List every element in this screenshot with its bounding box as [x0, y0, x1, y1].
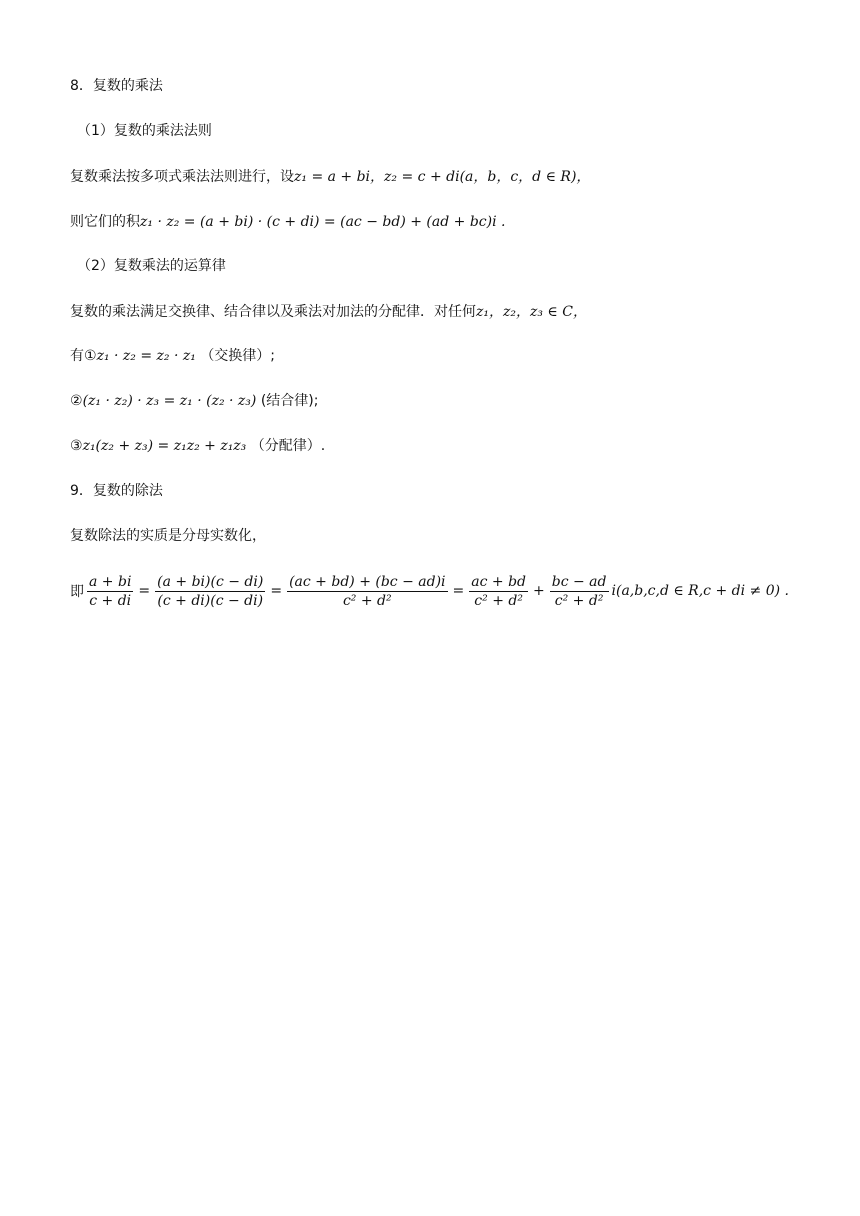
- product-formula-paragraph: [70, 212, 505, 232]
- rule-math: z₁ = a + bi，z₂ = c + di(a，b，c，d ∈ R)，: [294, 169, 591, 185]
- law2-math: (z₁ · z₂) · z₃ = z₁ · (z₂ · z₃): [82, 393, 257, 409]
- fraction-1-denominator: c + di: [89, 592, 132, 609]
- fraction-1-numerator: a + bi: [89, 573, 132, 590]
- fraction-4-numerator: ac + bd: [471, 573, 527, 590]
- division-essence-paragraph: 复数除法的实质是分母实数化，: [70, 528, 266, 544]
- division-formula: [70, 566, 789, 616]
- plus-sign: +: [533, 583, 545, 599]
- equals-sign: =: [452, 583, 465, 599]
- equals-sign: =: [270, 583, 283, 599]
- fraction-5-denominator: c² + d²: [554, 592, 604, 609]
- law1-prefix: 有①: [70, 348, 97, 364]
- rule-text: 复数乘法按多项式乘法法则进行，设: [70, 169, 294, 185]
- fraction-4-denominator: c² + d²: [474, 592, 523, 609]
- associative-law: [70, 391, 318, 411]
- equals-sign: =: [138, 583, 151, 599]
- law1-name: （交换律）;: [200, 348, 276, 364]
- laws-math: z₁，z₂，z₃ ∈ C，: [476, 304, 587, 320]
- law3-prefix: ③: [70, 438, 83, 454]
- section-8-heading: 8．复数的乘法: [70, 78, 163, 94]
- fraction-1: [87, 574, 133, 609]
- fraction-3: [287, 574, 447, 609]
- commutative-law: [70, 346, 275, 366]
- laws-text: 复数的乘法满足交换律、结合律以及乘法对加法的分配律．对任何: [70, 304, 476, 320]
- fraction-2: [155, 574, 265, 609]
- law2-name: (结合律);: [260, 393, 319, 409]
- subheading-multiplication-laws: （2）复数乘法的运算律: [77, 258, 226, 274]
- law3-math: z₁(z₂ + z₃) = z₁z₂ + z₁z₃: [82, 438, 247, 454]
- product-text: 则它们的积: [70, 214, 140, 230]
- distributive-law: [70, 436, 325, 456]
- law1-math: z₁ · z₂ = z₂ · z₁: [96, 348, 196, 364]
- multiplication-rule-paragraph: [70, 167, 590, 187]
- fraction-3-denominator: c² + d²: [342, 592, 392, 609]
- laws-paragraph: [70, 302, 587, 322]
- fraction-5: [550, 574, 609, 609]
- product-math: z₁ · z₂ = (a + bi) · (c + di) = (ac − bd) + (ad + bc)i .: [140, 214, 506, 230]
- subheading-multiplication-rule: （1）复数的乘法法则: [77, 123, 212, 139]
- section-9-heading: 9．复数的除法: [70, 483, 163, 499]
- fraction-2-denominator: (c + di)(c − di): [157, 592, 264, 609]
- formula-condition: i(a,b,c,d ∈ R,c + di ≠ 0) .: [611, 583, 789, 599]
- fraction-3-numerator: (ac + bd) + (bc − ad)i: [289, 573, 446, 590]
- fraction-5-numerator: bc − ad: [551, 573, 607, 590]
- law2-prefix: ②: [70, 393, 83, 409]
- formula-prefix: 即: [70, 584, 84, 600]
- law3-name: （分配律）.: [250, 438, 326, 454]
- fraction-4: [469, 574, 528, 609]
- fraction-2-numerator: (a + bi)(c − di): [157, 573, 264, 590]
